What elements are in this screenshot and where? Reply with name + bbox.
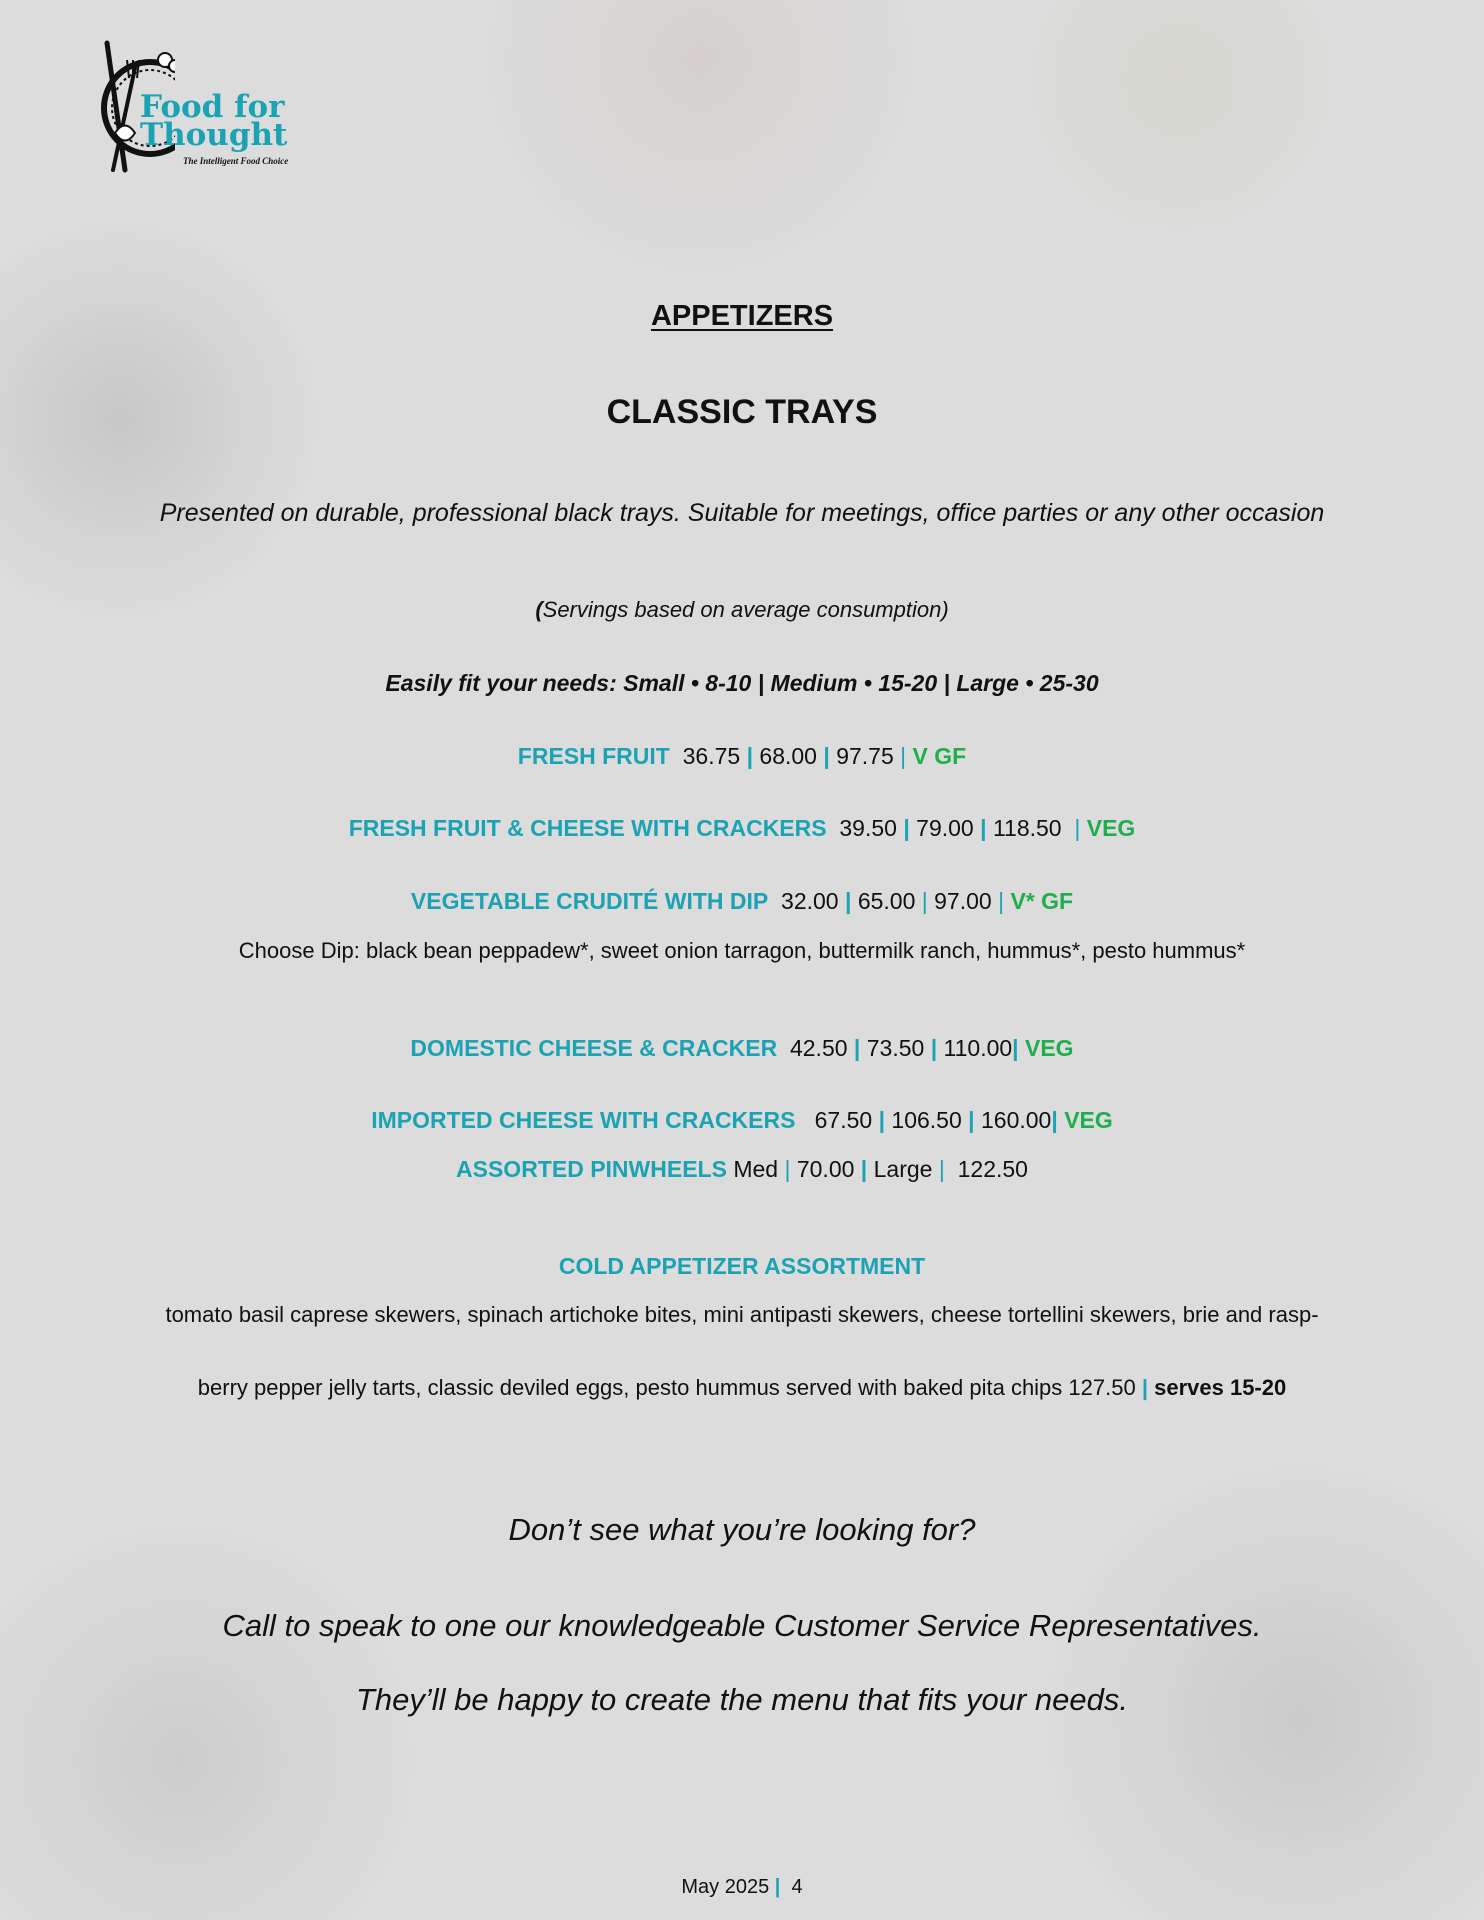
item-price-small: 67.50 — [814, 1107, 873, 1133]
separator: | — [784, 1156, 791, 1182]
cta-line-1: Call to speak to one our knowledgeable Customer Service Representatives. — [222, 1608, 1262, 1643]
separator: | — [968, 1107, 975, 1133]
menu-item — [0, 888, 1484, 915]
cta-question: Don’t see what you’re looking for? — [508, 1512, 976, 1547]
separator: | — [774, 1876, 781, 1898]
item-price-small: 42.50 — [789, 1035, 848, 1061]
separator: | — [1074, 815, 1081, 841]
diet-tag: VEG — [1064, 1107, 1113, 1133]
menu-item — [0, 1107, 1484, 1134]
separator: | — [853, 1035, 861, 1061]
separator: | — [860, 1156, 868, 1182]
price-large: 122.50 — [957, 1156, 1028, 1182]
diet-tag: V GF — [912, 743, 967, 769]
cold-assortment-desc-text: berry pepper jelly tarts, classic deviled eggs, pesto hummus served with baked pita chips 127.50 — [197, 1375, 1136, 1400]
item-price-large: 97.00 — [934, 888, 992, 914]
page-footer — [0, 1876, 1484, 1899]
separator: | — [921, 888, 928, 914]
logo-tagline: The Intelligent Food Choice — [183, 156, 289, 166]
size-label-med: Med — [733, 1156, 779, 1182]
servings-text: Servings based on average consumption) — [542, 597, 949, 622]
diet-tag: VEG — [1086, 815, 1136, 841]
separator: | — [1012, 1035, 1019, 1061]
serves-count: serves 15-20 — [1154, 1375, 1287, 1400]
item-name: DOMESTIC CHEESE & CRACKER — [410, 1035, 778, 1061]
logo-word-food-for: Food for — [140, 89, 285, 125]
cold-assortment-desc-2 — [0, 1375, 1484, 1401]
menu-item — [0, 743, 1484, 770]
size-options: Easily fit your needs: Small • 8-10 | Medium • 15-20 | Large • 25-30 — [385, 670, 1099, 696]
page-number: 4 — [791, 1876, 803, 1898]
separator: | — [1051, 1107, 1058, 1133]
item-price-large: 118.50 — [992, 815, 1062, 841]
cold-assortment-desc-1: tomato basil caprese skewers, spinach artichoke bites, mini antipasti skewers, cheese tortellini skewers, brie and rasp- — [165, 1302, 1319, 1327]
footer-date: May 2025 — [681, 1876, 770, 1898]
item-name: FRESH FRUIT & CHEESE WITH CRACKERS — [348, 815, 827, 841]
size-label-large: Large — [873, 1156, 933, 1182]
separator: | — [1141, 1375, 1148, 1400]
item-price-small: 36.75 — [682, 743, 741, 769]
item-price-medium: 68.00 — [759, 743, 817, 769]
pinwheels-item — [0, 1156, 1484, 1183]
separator: | — [938, 1156, 945, 1182]
separator: | — [998, 888, 1005, 914]
separator: | — [903, 815, 910, 841]
item-price-medium: 65.00 — [857, 888, 916, 914]
item-price-large: 160.00 — [981, 1107, 1052, 1133]
menu-item — [0, 815, 1484, 842]
diet-tag: VEG — [1025, 1035, 1074, 1061]
cold-assortment-title: COLD APPETIZER ASSORTMENT — [558, 1253, 926, 1279]
separator: | — [930, 1035, 938, 1061]
item-price-large: 110.00 — [943, 1035, 1013, 1061]
separator: | — [823, 743, 830, 769]
separator: | — [878, 1107, 886, 1133]
cta-line-2: They’ll be happy to create the menu that fits your needs. — [355, 1682, 1128, 1717]
item-price-medium: 106.50 — [891, 1107, 962, 1133]
item-name: VEGETABLE CRUDITÉ WITH DIP — [410, 888, 769, 914]
servings-note — [0, 597, 1484, 623]
subsection-heading: CLASSIC TRAYS — [606, 393, 878, 431]
item-price-medium: 73.50 — [866, 1035, 925, 1061]
intro-text: Presented on durable, professional black trays. Suitable for meetings, office parties or any other occasion — [159, 499, 1325, 527]
price-med: 70.00 — [796, 1156, 855, 1182]
item-name: IMPORTED CHEESE WITH CRACKERS — [371, 1107, 796, 1133]
separator: | — [980, 815, 987, 841]
item-price-small: 32.00 — [781, 888, 839, 914]
separator: | — [900, 743, 907, 769]
item-price-medium: 79.00 — [916, 815, 974, 841]
menu-item — [0, 1035, 1484, 1062]
dip-options: Choose Dip: black bean peppadew*, sweet onion tarragon, buttermilk ranch, hummus*, pesto hummus* — [238, 938, 1246, 963]
servings-open-paren: ( — [535, 597, 543, 622]
section-heading: APPETIZERS — [650, 300, 834, 332]
item-name: ASSORTED PINWHEELS — [456, 1156, 727, 1182]
food-for-thought-logo — [95, 38, 315, 178]
item-name: FRESH FRUIT — [517, 743, 670, 769]
separator: | — [844, 888, 852, 914]
separator: | — [746, 743, 754, 769]
logo-word-thought: Thought — [140, 117, 288, 153]
item-price-large: 97.75 — [836, 743, 894, 769]
diet-tag: V* GF — [1010, 888, 1074, 914]
item-price-small: 39.50 — [839, 815, 897, 841]
